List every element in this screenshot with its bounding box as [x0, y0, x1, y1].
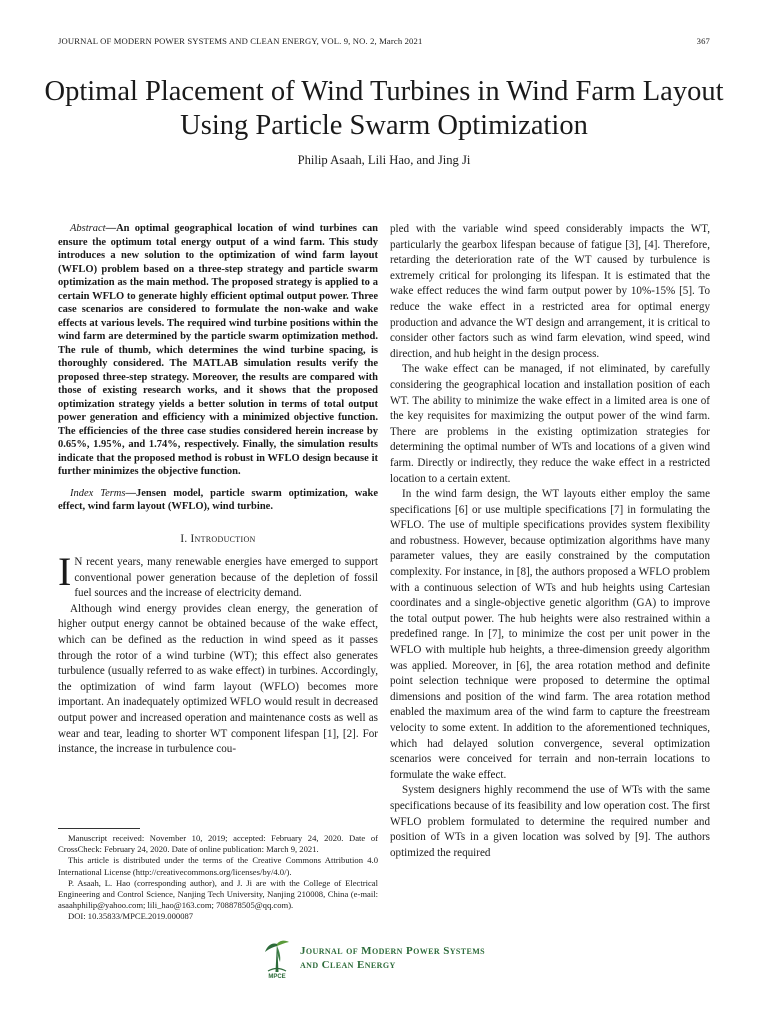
footnote-divider — [58, 828, 140, 829]
author-list: Philip Asaah, Lili Hao, and Jing Ji — [297, 153, 471, 167]
intro-paragraph-2: Although wind energy provides clean energy, the generation of higher output energy cannot be obtained because of the wake effect, which can be defined as the reduction in wind speed as it passes through the rotor of a wind turbine (WT); this effect also generates turbulence (usually referred to as wake effect) in turbines. Accordingly, the optimization of wind farm layout (WFLO) becomes more important. An inadequately optimized WFLO would result in decreased output power and increased operation and maintenance costs as well as wear and tear, leading to shorter WT component lifespan [1], [2]. For instance, the increase in turbulence cou- — [58, 602, 378, 756]
intro-paragraph-1 — [58, 549, 378, 602]
footnote-affiliations: P. Asaah, L. Hao (corresponding author), and J. Ji are with the College of Electrical Engineering and Control Science, Nanjing Tech University, Nanjing 210008, China (e-mail: asaahphilip@yahoo.com; lili_hao@163.com; 708878505@qq.com). — [58, 877, 378, 911]
abstract-text: —An optimal geographical location of wind turbines can ensure the optimum total energy output of a wind farm. This study introduces a new solution to the optimization of wind farm layout (WFLO) problem based on a three-step strategy and particle swarm optimization as the main method. The proposed strategy is applied to a certain WFLO to generate highly efficient optimal output power. Three case scenarios are considered to formulate the non-wake and wake effects at various levels. The required wind turbine positions within the wind farm are determined by the particle swarm optimization method. The rule of thumb, which determines the wind turbine spacing, is thoroughly considered. The MATLAB simulation results verify the proposed three-step strategy. Moreover, the results are compared with those of existing research works, and it shows that the proposed optimization strategy yields a better solution in terms of total output power generation and efficiency with a minimized objective function. The efficiencies of the three case studies considered herein increase by 0.65%, 1.95%, and 1.74%, respectively. Finally, the simulation results indicate that the proposed method is robust in WFLO design because it further minimizes the objective function. — [58, 223, 378, 477]
index-terms — [58, 487, 378, 514]
body-paragraph-specifications: System designers highly recommend the use of WTs with the same specifications because of its feasibility and low operation cost. The first WFLO problem formulated to determine the required number and position of WTs in a given location was solved by [9]. The authors optimized the required — [390, 784, 710, 859]
intro-paragraph-1-text: N recent years, many renewable energies have emerged to support conventional power generation because of the depletion of fossil fuel sources and the increase of electricity demand. — [74, 556, 378, 600]
index-terms-text: —Jensen model, particle swarm optimization, wake effect, wind farm layout (WFLO), wind turbine. — [58, 487, 378, 512]
footnote-manuscript-dates: Manuscript received: November 10, 2019; accepted: February 24, 2020. Date of CrossCheck: February 24, 2020. Date of online publication: March 9, 2021. — [58, 833, 378, 855]
body-paragraph-wake-effect: The wake effect can be managed, if not eliminated, by carefully considering the geographical location and installation position of each WT. The ability to minimize the wake effect in a limited area is one of the key requisites for maximizing the output power of the wind farm. There are problems in the existing optimization strategies for determining the optimal number of WTs and locations of a given wind farm. Directly or indirectly, they reduce the wake effect in a restricted location to a certain extent. — [390, 363, 710, 485]
journal-citation: JOURNAL OF MODERN POWER SYSTEMS AND CLEAN ENERGY, VOL. 9, NO. 2, March 2021 — [58, 36, 423, 46]
wind-turbine-logo-icon — [262, 938, 292, 974]
footnotes — [58, 833, 378, 923]
publisher-abbrev: MPCE — [268, 974, 286, 980]
footnote-doi: DOI: 10.35833/MPCE.2019.000087 — [68, 911, 194, 922]
abstract-label: Abstract — [70, 223, 106, 234]
section-heading-introduction: I. Introduction — [180, 532, 256, 545]
footnote-license: This article is distributed under the terms of the Creative Commons Attribution 4.0 International License (http://creativecommons.org/licenses/by/4.0/). — [58, 855, 378, 877]
body-paragraph-continued: pled with the variable wind speed considerably impacts the WT, particularly the gearbox lifespan because of fatigue [3], [4]. Therefore, retarding the deterioration rate of the WT caused by turbulence is extremely critical for prolonging its lifespan. It is estimated that the wake effect reduces the wind farm output power by 10%-15% [5]. To reduce the wake effect in a restricted area for optimal energy production and advance the WT design and arrangement, it is critical to consider other factors such as wind farm elevation, wind speed, wind direction, and hub height in the design process. — [390, 223, 710, 360]
index-terms-label: Index Terms — [70, 487, 126, 499]
running-head — [58, 36, 710, 46]
body-paragraph-layouts: In the wind farm design, the WT layouts either employ the same specifications [6] or use multiple specifications [7] in formulating the WFLO. The use of multiple specifications provides system flexibility and robustness. However, because optimization algorithms have many parameter values, they are easily constrained by the computation complexity. For instance, in [8], the authors proposed a WFLO problem with a continuous selection of WTs and hub heights using Cartesian coordinates and a single-objective genetic algorithm (GA) to improve the total output power. The hub heights were also restrained within a predefined range. In [7], to minimize the cost per unit power in the WFLO with multiple hub heights, a three-dimension greedy algorithm was applied. Moreover, in [6], the area rotation method and definite point selection technique were proposed to determine the optimal dimensions and position of the wind farm. The area rotation method enabled the maximum area of the wind farm to capture the freestream velocity to some extent. In addition to the aforementioned techniques, which had delayed solution convergence, several optimization scenarios were conceived for terrain and non-terrain locations to formulate the wake effect. — [390, 488, 710, 781]
drop-cap: I — [58, 549, 72, 595]
publisher-logo — [262, 938, 522, 986]
page-number: 367 — [696, 36, 710, 46]
paper-title: Optimal Placement of Wind Turbines in Wind Farm Layout Using Particle Swarm Optimization — [44, 76, 724, 141]
publisher-name — [300, 944, 485, 972]
publisher-name-line-2: and Clean Energy — [300, 959, 396, 971]
right-column — [390, 222, 710, 861]
publisher-name-line-1: Journal of Modern Power Systems — [300, 945, 486, 957]
abstract — [58, 222, 378, 479]
left-column — [58, 222, 378, 758]
